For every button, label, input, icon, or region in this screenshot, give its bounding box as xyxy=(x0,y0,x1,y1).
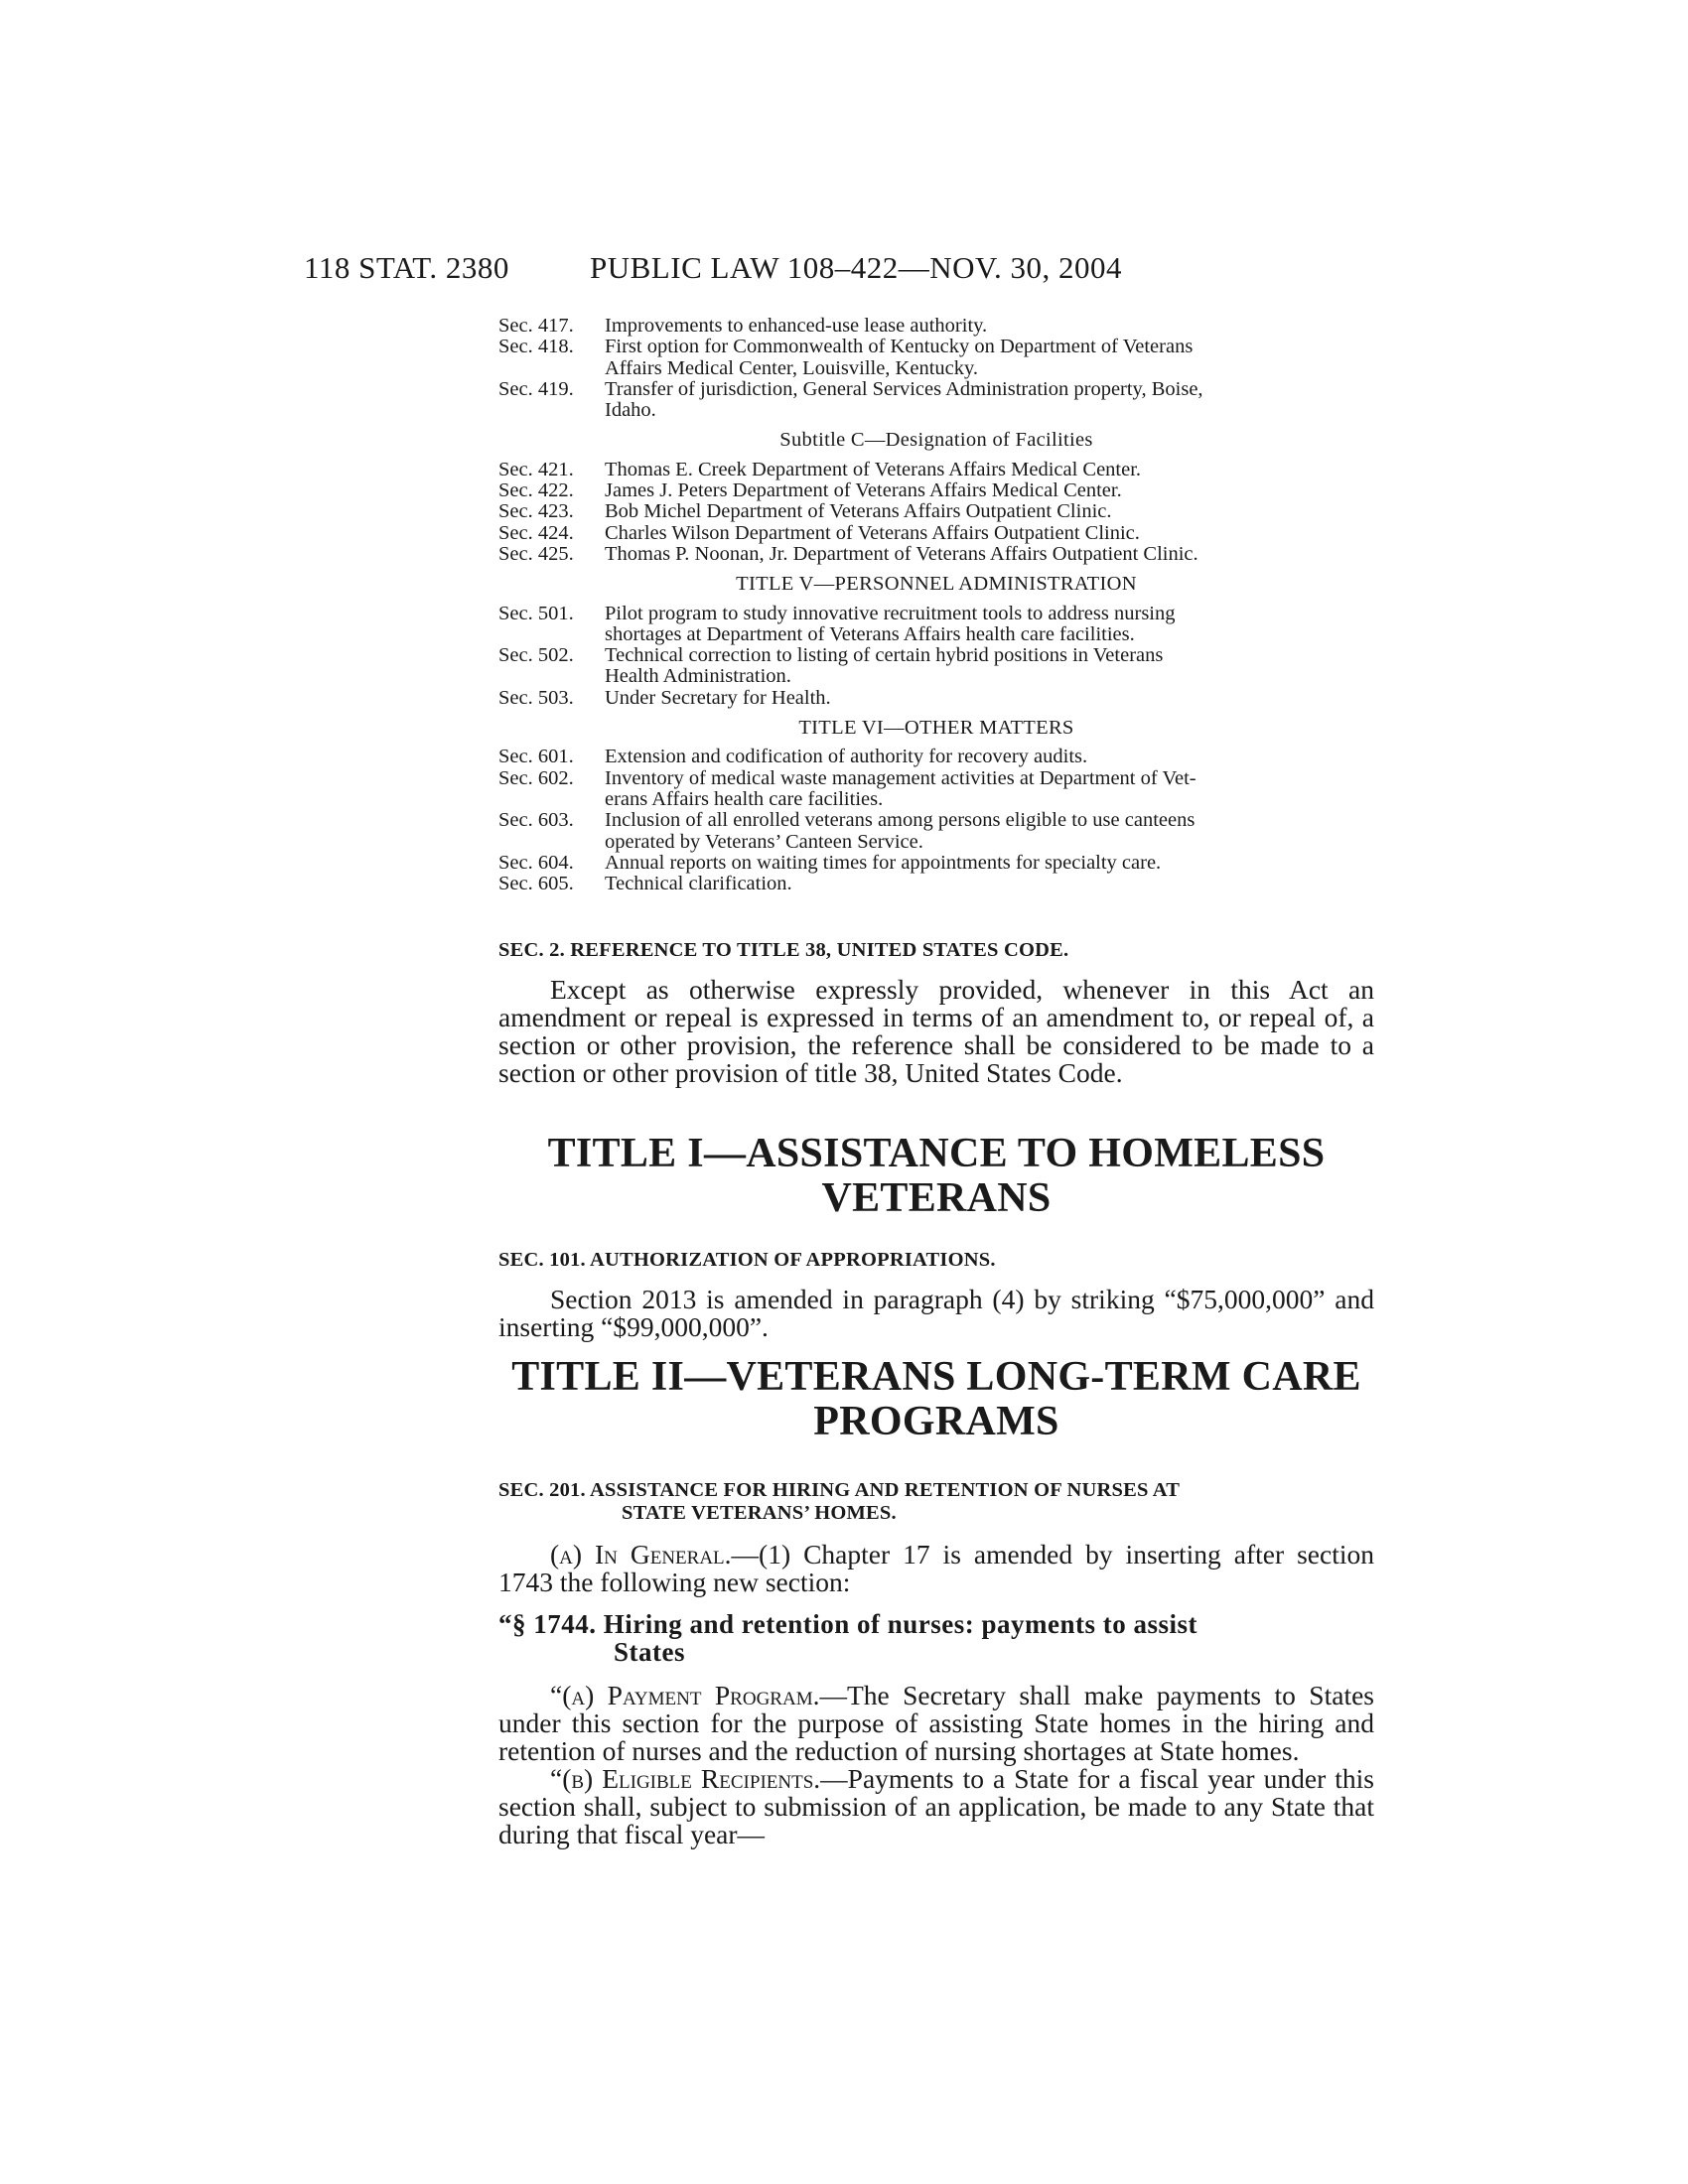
toc-section-title-continued: shortages at Department of Veterans Affairs health care facilities. xyxy=(605,622,1135,645)
toc-section-number: Sec. 602. xyxy=(498,766,574,789)
toc-section-title: Improvements to enhanced-use lease authority. xyxy=(605,315,988,337)
toc-section-title: Under Secretary for Health. xyxy=(605,686,831,709)
table-of-contents xyxy=(498,316,1374,894)
toc-title-heading: TITLE VI—OTHER MATTERS xyxy=(798,717,1074,740)
eligible-recipients-label: “(b) Eligible Recipients. xyxy=(550,1763,821,1794)
section-2-heading: SEC. 2. REFERENCE TO TITLE 38, UNITED STATES CODE. xyxy=(498,939,1069,961)
toc-title-heading: TITLE V—PERSONNEL ADMINISTRATION xyxy=(736,573,1137,596)
toc-section-title: Pilot program to study innovative recruitment tools to address nursing xyxy=(605,602,1176,624)
title-2 xyxy=(498,1355,1374,1444)
toc-section-number: Sec. 603. xyxy=(498,809,574,832)
toc-section-title: Bob Michel Department of Veterans Affairs Outpatient Clinic. xyxy=(605,500,1112,523)
toc-section-title: Technical clarification. xyxy=(605,873,792,895)
title-1-heading xyxy=(498,1132,1374,1221)
section-1744-heading xyxy=(498,1610,1374,1666)
toc-entry xyxy=(498,316,1374,337)
toc-section-title-continued: Health Administration. xyxy=(605,665,791,688)
toc-entry xyxy=(498,853,1374,874)
toc-entry xyxy=(498,523,1374,544)
toc-entry xyxy=(498,480,1374,501)
section-201-heading xyxy=(498,1479,1374,1525)
toc-section-number: Sec. 423. xyxy=(498,500,574,523)
title-1-heading-line1: TITLE I—ASSISTANCE TO HOMELESS xyxy=(547,1131,1326,1176)
toc-section-title: Technical correction to listing of certain hybrid positions in Veterans xyxy=(605,644,1164,667)
section-1744-heading-line2: States xyxy=(614,1637,685,1667)
stat-citation: 118 STAT. 2380 xyxy=(304,250,509,285)
toc-section-number: Sec. 604. xyxy=(498,851,574,874)
toc-section-title: Thomas P. Noonan, Jr. Department of Veterans Affairs Outpatient Clinic. xyxy=(605,542,1198,565)
toc-section-title: James J. Peters Department of Veterans Affairs Medical Center. xyxy=(605,479,1122,502)
toc-section-number: Sec. 422. xyxy=(498,479,574,502)
toc-entry xyxy=(498,460,1374,480)
toc-entry xyxy=(498,544,1374,565)
toc-entry xyxy=(498,768,1374,811)
toc-entry xyxy=(498,604,1374,646)
payment-program-paragraph xyxy=(498,1682,1374,1765)
toc-entry xyxy=(498,379,1374,422)
title-2-heading-line1: TITLE II—VETERANS LONG-TERM CARE xyxy=(511,1354,1361,1400)
toc-section-number: Sec. 502. xyxy=(498,644,574,667)
toc-section-number: Sec. 601. xyxy=(498,746,574,768)
paragraph-a-label: (a) In General. xyxy=(550,1539,732,1570)
toc-section-title: Charles Wilson Department of Veterans Affairs Outpatient Clinic. xyxy=(605,521,1140,544)
title-2-heading xyxy=(498,1355,1374,1444)
toc-entry xyxy=(498,747,1374,767)
toc-entry xyxy=(498,645,1374,688)
toc-section-title: First option for Commonwealth of Kentucky on Department of Veterans xyxy=(605,336,1194,358)
toc-section-number: Sec. 501. xyxy=(498,602,574,624)
section-101 xyxy=(498,1249,1374,1341)
toc-entry xyxy=(498,688,1374,709)
eligible-recipients-paragraph xyxy=(498,1765,1374,1848)
toc-entry xyxy=(498,874,1374,894)
toc-section-number: Sec. 418. xyxy=(498,336,574,358)
section-2 xyxy=(498,939,1374,1087)
toc-section-title-continued: Idaho. xyxy=(605,399,656,422)
payment-program-label: “(a) Payment Program. xyxy=(550,1680,820,1710)
section-101-heading: SEC. 101. AUTHORIZATION OF APPROPRIATIONS. xyxy=(498,1249,996,1271)
toc-entry xyxy=(498,501,1374,522)
paragraph-a-text: —(1) Chapter 17 is amended by inserting after section 1743 the following new section: xyxy=(498,1539,1374,1597)
section-201-heading-line2: STATE VETERANS’ HOMES. xyxy=(622,1502,897,1524)
title-1-heading-line2: VETERANS xyxy=(821,1175,1052,1221)
paragraph-a xyxy=(498,1541,1374,1596)
section-101-body: Section 2013 is amended in paragraph (4) by striking “$75,000,000” and inserting “$99,000,000”. xyxy=(498,1284,1374,1342)
section-2-body: Except as otherwise expressly provided, whenever in this Act an amendment or repeal is expressed in terms of an amendment to, or repeal of, a section or other provision, the reference shall be considered to be made to a section or other provision of title 38, United States Code. xyxy=(498,974,1374,1088)
section-201 xyxy=(498,1479,1374,1848)
toc-section-title: Inclusion of all enrolled veterans among persons eligible to use canteens xyxy=(605,809,1196,832)
toc-entry xyxy=(498,337,1374,379)
eligible-recipients-text: —Payments to a State for a fiscal year under this section shall, subject to submission of an application, be made to any State that during that fiscal year— xyxy=(498,1763,1374,1849)
toc-section-number: Sec. 605. xyxy=(498,873,574,895)
toc-section-number: Sec. 419. xyxy=(498,377,574,400)
toc-section-title-continued: erans Affairs health care facilities. xyxy=(605,787,884,810)
public-law-citation: PUBLIC LAW 108–422—NOV. 30, 2004 xyxy=(590,250,1122,285)
title-1 xyxy=(498,1132,1374,1221)
payment-program-text: —The Secretary shall make payments to States under this section for the purpose of assisting State homes in the hiring and retention of nurses and the reduction of nursing shortages at State homes. xyxy=(498,1680,1374,1766)
toc-subtitle-heading: Subtitle C—Designation of Facilities xyxy=(779,429,1093,452)
toc-entry xyxy=(498,810,1374,853)
toc-section-title: Transfer of jurisdiction, General Services Administration property, Boise, xyxy=(605,377,1203,400)
toc-section-title: Thomas E. Creek Department of Veterans Affairs Medical Center. xyxy=(605,458,1142,480)
toc-section-title: Inventory of medical waste management activities at Department of Vet- xyxy=(605,766,1196,789)
toc-section-number: Sec. 503. xyxy=(498,686,574,709)
section-201-heading-line1: SEC. 201. ASSISTANCE FOR HIRING AND RETENTION OF NURSES AT xyxy=(498,1479,1181,1501)
toc-section-title: Extension and codification of authority for recovery audits. xyxy=(605,746,1088,768)
toc-section-title-continued: Affairs Medical Center, Louisville, Kentucky. xyxy=(605,356,979,379)
running-head xyxy=(304,250,1217,290)
toc-section-title: Annual reports on waiting times for appointments for specialty care. xyxy=(605,851,1162,874)
title-2-heading-line2: PROGRAMS xyxy=(813,1399,1059,1444)
toc-section-number: Sec. 424. xyxy=(498,521,574,544)
section-1744-heading-line1: “§ 1744. Hiring and retention of nurses: payments to assist xyxy=(498,1609,1198,1639)
toc-section-number: Sec. 417. xyxy=(498,315,574,337)
toc-section-number: Sec. 421. xyxy=(498,458,574,480)
toc-section-number: Sec. 425. xyxy=(498,542,574,565)
toc-section-title-continued: operated by Veterans’ Canteen Service. xyxy=(605,830,923,853)
